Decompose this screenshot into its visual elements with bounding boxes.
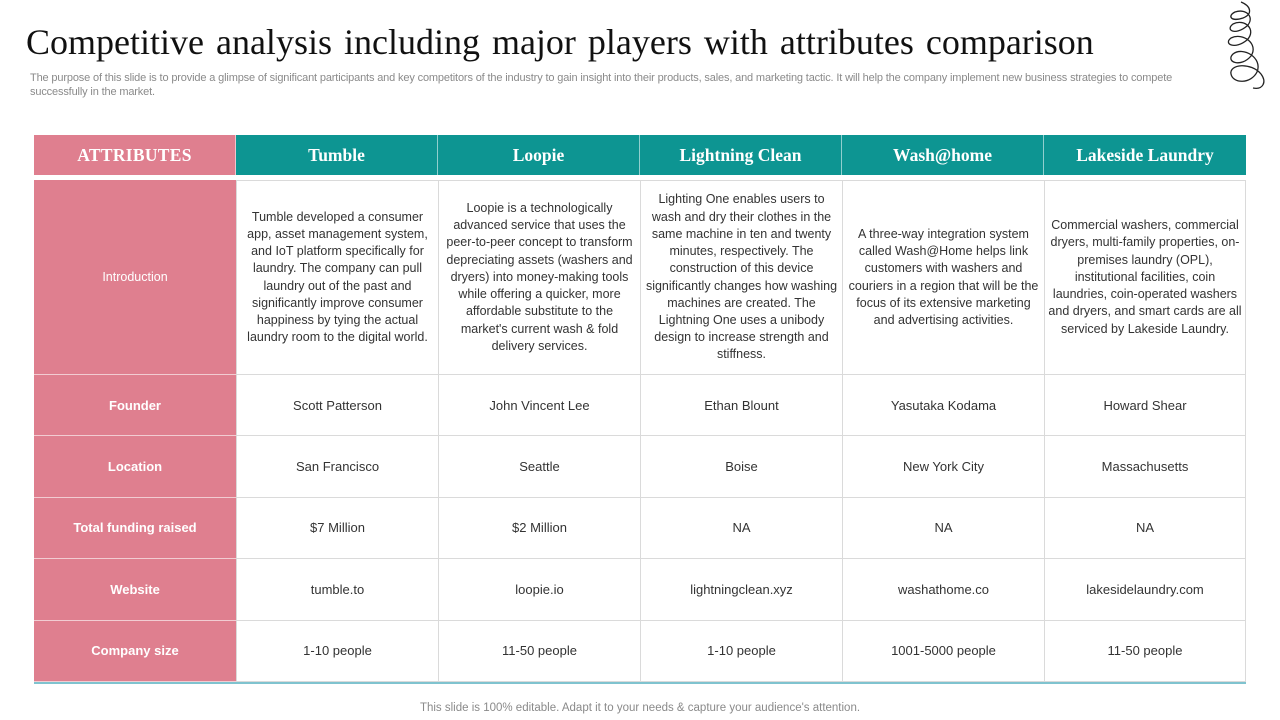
cell-lightning-clean-location: Boise [640, 436, 842, 497]
cell-wash-at-home-founder: Yasutaka Kodama [842, 375, 1044, 436]
header-cell-tumble: Tumble [236, 135, 438, 175]
table-row-introduction [34, 180, 1246, 375]
cell-loopie-funding: $2 Million [438, 498, 640, 559]
cell-lightning-clean-introduction: Lighting One enables users to wash and dry their clothes in the same machine in ten and twenty minutes, respectively. The construction of this device significantly changes how washing machines are created. The Lightning One uses a unibody design to increase strength and stiffness. [640, 180, 842, 375]
table-row-company-size [34, 621, 1246, 682]
cell-wash-at-home-company-size: 1001-5000 people [842, 621, 1044, 682]
cell-wash-at-home-location: New York City [842, 436, 1044, 497]
row-label-website: Website [34, 559, 236, 620]
cell-tumble-website: tumble.to [236, 559, 438, 620]
header-cell-loopie: Loopie [438, 135, 640, 175]
cell-loopie-website: loopie.io [438, 559, 640, 620]
table-header [34, 135, 1246, 175]
table-row-website [34, 559, 1246, 620]
cell-wash-at-home-funding: NA [842, 498, 1044, 559]
header-cell-lakeside-laundry: Lakeside Laundry [1044, 135, 1246, 175]
cell-loopie-location: Seattle [438, 436, 640, 497]
cell-tumble-introduction: Tumble developed a consumer app, asset management system, and IoT platform specifically for laundry. The company can pull laundry out of the past and significantly improve consumer happiness by tying the actual laundry room to the digital world. [236, 180, 438, 375]
cell-tumble-company-size: 1-10 people [236, 621, 438, 682]
cell-lightning-clean-website: lightningclean.xyz [640, 559, 842, 620]
comparison-table [34, 180, 1246, 684]
spiral-icon [1205, 0, 1280, 95]
row-label-location: Location [34, 436, 236, 497]
slide-subtitle: The purpose of this slide is to provide a glimpse of significant participants and key competitors of the industry to gain insight into their products, sales, and marketing tactic. It will help the company implement new business strategies to compete successfully in the market. [30, 72, 1173, 98]
cell-lakeside-laundry-website: lakesidelaundry.com [1044, 559, 1246, 620]
cell-lakeside-laundry-funding: NA [1044, 498, 1246, 559]
cell-wash-at-home-website: washathome.co [842, 559, 1044, 620]
cell-tumble-funding: $7 Million [236, 498, 438, 559]
cell-lakeside-laundry-founder: Howard Shear [1044, 375, 1246, 436]
cell-lightning-clean-funding: NA [640, 498, 842, 559]
row-label-founder: Founder [34, 375, 236, 436]
cell-lakeside-laundry-introduction: Commercial washers, commercial dryers, multi-family properties, on-premises laundry (OPL), institutional facilities, coin laundries, coin-operated washers and dryers, and smart cards are all serviced by Lakeside Laundry. [1044, 180, 1246, 375]
cell-wash-at-home-introduction: A three-way integration system called Wash@Home helps link customers with washers and couriers in a region that will be the focus of its extensive marketing and advertising activities. [842, 180, 1044, 375]
row-label-introduction: Introduction [34, 180, 236, 375]
header-cell-wash-at-home: Wash@home [842, 135, 1044, 175]
cell-lightning-clean-founder: Ethan Blount [640, 375, 842, 436]
cell-lakeside-laundry-company-size: 11-50 people [1044, 621, 1246, 682]
cell-loopie-introduction: Loopie is a technologically advanced service that uses the peer-to-peer concept to transform depreciating assets (washers and dryers) into money-making tools while offering a quicker, more affordable substitute to the market's current wash & fold delivery services. [438, 180, 640, 375]
slide-title: Competitive analysis including major players with attributes comparison [26, 22, 1094, 62]
cell-tumble-founder: Scott Patterson [236, 375, 438, 436]
table-row-total-funding [34, 498, 1246, 559]
header-cell-attributes: ATTRIBUTES [34, 135, 236, 175]
cell-lakeside-laundry-location: Massachusetts [1044, 436, 1246, 497]
cell-loopie-company-size: 11-50 people [438, 621, 640, 682]
row-label-company-size: Company size [34, 621, 236, 682]
cell-loopie-founder: John Vincent Lee [438, 375, 640, 436]
table-row-founder [34, 375, 1246, 436]
cell-tumble-location: San Francisco [236, 436, 438, 497]
row-label-total-funding: Total funding raised [34, 498, 236, 559]
footer-note: This slide is 100% editable. Adapt it to your needs & capture your audience's attention. [419, 702, 861, 714]
table-row-location [34, 436, 1246, 497]
cell-lightning-clean-company-size: 1-10 people [640, 621, 842, 682]
header-cell-lightning-clean: Lightning Clean [640, 135, 842, 175]
